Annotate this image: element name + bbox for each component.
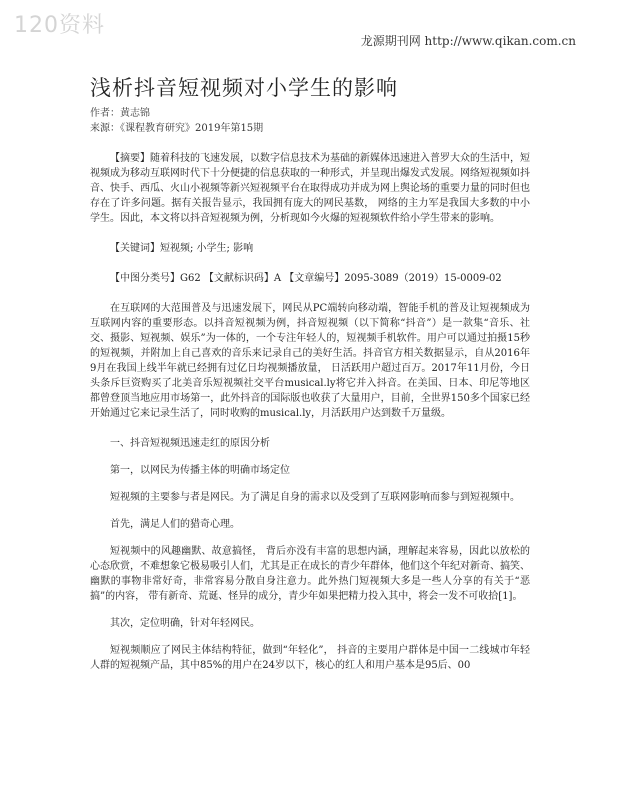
author-line: 作者：黄志锦 — [90, 108, 150, 119]
body-paragraph: 其次，定位明确，针对年轻网民。 — [110, 618, 260, 629]
source-header: 龙源期刊网 http://www.qikan.com.cn — [360, 34, 576, 48]
article — [90, 66, 530, 673]
body-paragraph: 短视频的主要参与者是网民。为了满足自身的需求以及受到了互联网影响而参与到短视频中。 — [110, 492, 520, 503]
source-line: 来源：《课程教育研究》2019年第15期 — [90, 123, 264, 134]
subheading: 第一，以网民为传播主体的明确市场定位 — [110, 465, 290, 476]
body-paragraph: 短视频顺应了网民主体结构特征，做到“年轻化”， 抖音的主要用户群体是中国一二线城市年轻人群的短视频产品，其中85%的用户在24岁以下，核心的红人和用户基本是95后、00 — [90, 645, 530, 671]
watermark: 120资料 — [14, 13, 105, 38]
abstract: 【摘要】随着科技的飞速发展，以数字信息技术为基础的新媒体迅速进入普罗大众的生活中，短视频成为移动互联网时代下十分便捷的信息获取的一种形式，并呈现出爆发式发展。网络短视频如抖音、快手、西瓜、火山小视频等新兴短视频平台在取得成功并成为网上舆论场的重要力量的同时但也存在了许多问题。据有关报告显示，我国拥有庞大的网民基数， 网络的主力军是我国大多数的中小学生。因此，本文将以抖音短视频为例，分析现如今火爆的短视频软件给小学生带来的影响。 — [90, 153, 530, 224]
body-paragraph: 短视频中的风趣幽默、故意搞怪， 背后亦没有丰富的思想内涵，理解起来容易，因此以放松的心态欣赏，不难想象它极易吸引人们，尤其是正在成长的青少年群体，他们这个年纪对新奇、搞笑、幽默的事物非常好奇，非常容易分散自身注意力。此外热门短视频大多是一些人分享的有关于“恶搞”的内容， 带有新奇、荒诞、怪异的成分，青少年如果把精力投入其中，将会一发不可收拾[1]。 — [90, 546, 530, 602]
body-paragraph: 在互联网的大范围普及与迅速发展下，网民从PC端转向移动端，智能手机的普及让短视频成为互联网内容的重要形态。以抖音短视频为例，抖音短视频（以下简称“抖音”）是一款集“音乐、社交、摄影、短视频、娱乐”为一体的，一个专注年轻人的，短视频手机软件。用户可以通过拍摄15秒的短视频，并附加上自己喜欢的音乐来记录自己的美好生活。抖音官方相关数据显示，自从2016年9月在我国上线半年就已经拥有过亿日均视频播放量， 日活跃用户超过百万。2017年11月份，今日头条斥巨资购买了北美音乐短视频社交平台musical.ly将它并入抖音。在美国、日本、印尼等地区都曾登顶当地应用市场第一，此外抖音的国际版也收获了大量用户，目前，全世界150多个国家已经开始通过它来记录生活了，同时收购的musical.ly，月活跃用户达到数千万量级。 — [90, 303, 530, 419]
body-paragraph: 首先，满足人们的猎奇心理。 — [110, 519, 240, 530]
classification: 【中图分类号】G62 【文献标识码】A 【文章编号】2095-3089（2019）15-0009-02 — [110, 273, 502, 284]
keywords: 【关键词】短视频; 小学生; 影响 — [110, 243, 254, 254]
section-heading: 一、抖音短视频迅速走红的原因分析 — [110, 438, 270, 449]
article-title: 浅析抖音短视频对小学生的影响 — [90, 76, 398, 100]
